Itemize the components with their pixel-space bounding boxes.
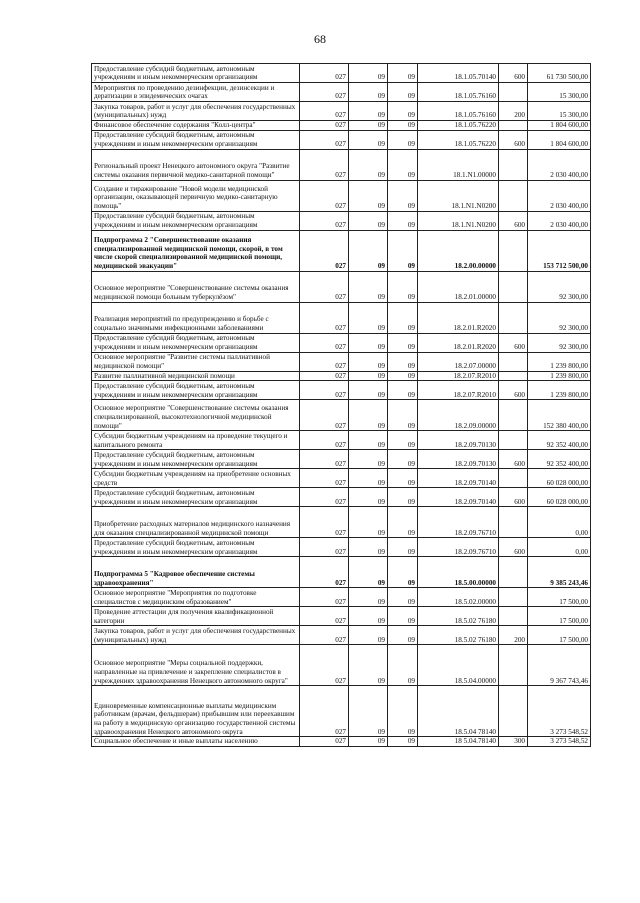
- expense-type-cell: [499, 230, 528, 271]
- expenditure-name-cell: Субсидии бюджетным учреждениям на проведение текущего и капитального ремонта: [92, 431, 300, 450]
- expense-type-cell: [499, 302, 528, 333]
- budget-table: [91, 63, 591, 747]
- amount-cell: 15 300,00: [528, 102, 591, 121]
- target-article-cell: 18.1.05.76220: [418, 130, 499, 149]
- section-code-cell: 09: [349, 507, 388, 538]
- admin-code-cell: 027: [300, 737, 349, 747]
- expense-type-cell: [499, 149, 528, 180]
- amount-cell: 61 730 500,00: [528, 64, 591, 83]
- expense-type-cell: [499, 686, 528, 737]
- admin-code-cell: 027: [300, 352, 349, 371]
- admin-code-cell: 027: [300, 469, 349, 488]
- table-row: [92, 737, 591, 747]
- subsection-code-cell: 09: [388, 645, 418, 686]
- subsection-code-cell: 09: [388, 271, 418, 302]
- expenditure-name-cell: Основное мероприятие "Совершенствование системы оказания специализированной, высокотехнологичной медицинской помощи": [92, 400, 300, 431]
- expenditure-name-cell: Проведение аттестации для получения квалификационной категории: [92, 607, 300, 626]
- subsection-code-cell: 09: [388, 557, 418, 588]
- table-row: [92, 431, 591, 450]
- amount-cell: 15 300,00: [528, 83, 591, 102]
- admin-code-cell: 027: [300, 130, 349, 149]
- amount-cell: 92 300,00: [528, 302, 591, 333]
- expense-type-cell: 300: [499, 737, 528, 747]
- target-article-cell: 18.2.09.76710: [418, 507, 499, 538]
- expenditure-name-cell: Социальное обеспечение и иные выплаты населению: [92, 737, 300, 747]
- target-article-cell: 18.1.N1.N0200: [418, 211, 499, 230]
- expense-type-cell: 600: [499, 211, 528, 230]
- amount-cell: 2 030 400,00: [528, 180, 591, 211]
- subsection-code-cell: 09: [388, 149, 418, 180]
- target-article-cell: 18.5.02.00000: [418, 588, 499, 607]
- section-code-cell: 09: [349, 645, 388, 686]
- subsection-code-cell: 09: [388, 538, 418, 557]
- section-code-cell: 09: [349, 211, 388, 230]
- table-row: [92, 488, 591, 507]
- target-article-cell: 18.1.N1.N0200: [418, 180, 499, 211]
- expenditure-name-cell: Основное мероприятие "Мероприятия по подготовке специалистов с медицинским образованием": [92, 588, 300, 607]
- section-code-cell: 09: [349, 450, 388, 469]
- amount-cell: 2 030 400,00: [528, 149, 591, 180]
- table-row: [92, 557, 591, 588]
- admin-code-cell: 027: [300, 302, 349, 333]
- amount-cell: 9 385 243,46: [528, 557, 591, 588]
- section-code-cell: 09: [349, 302, 388, 333]
- subsection-code-cell: 09: [388, 64, 418, 83]
- section-code-cell: 09: [349, 352, 388, 371]
- section-code-cell: 09: [349, 371, 388, 381]
- amount-cell: 1 804 600,00: [528, 130, 591, 149]
- target-article-cell: 18.2.07.R2010: [418, 381, 499, 400]
- expense-type-cell: [499, 400, 528, 431]
- subsection-code-cell: 09: [388, 469, 418, 488]
- page-number: 68: [314, 32, 326, 46]
- expenditure-name-cell: Единовременные компенсационные выплаты медицинским работникам (врачам, фельдшерам) прибывшим или переехавшим на работу в медицинскую организацию государственной системы здравоохранения Ненецкого автономного округа: [92, 686, 300, 737]
- admin-code-cell: 027: [300, 488, 349, 507]
- expense-type-cell: [499, 271, 528, 302]
- subsection-code-cell: 09: [388, 211, 418, 230]
- expense-type-cell: [499, 557, 528, 588]
- admin-code-cell: 027: [300, 271, 349, 302]
- target-article-cell: 18.2.09.76710: [418, 538, 499, 557]
- subsection-code-cell: 09: [388, 607, 418, 626]
- amount-cell: 3 273 548,52: [528, 737, 591, 747]
- admin-code-cell: 027: [300, 121, 349, 131]
- subsection-code-cell: 09: [388, 626, 418, 645]
- expenditure-name-cell: Закупка товаров, работ и услуг для обеспечения государственных (муниципальных) нужд: [92, 626, 300, 645]
- table-row: [92, 211, 591, 230]
- admin-code-cell: 027: [300, 626, 349, 645]
- subsection-code-cell: 09: [388, 488, 418, 507]
- target-article-cell: 18.2.09.70130: [418, 431, 499, 450]
- target-article-cell: 18.2.07.R2010: [418, 371, 499, 381]
- section-code-cell: 09: [349, 102, 388, 121]
- target-article-cell: 18.5.02 76180: [418, 607, 499, 626]
- expenditure-name-cell: Предоставление субсидий бюджетным, автономным учреждениям и иным некоммерческим организациям: [92, 488, 300, 507]
- subsection-code-cell: 09: [388, 431, 418, 450]
- table-row: [92, 102, 591, 121]
- table-row: [92, 645, 591, 686]
- expenditure-name-cell: Предоставление субсидий бюджетным, автономным учреждениям и иным некоммерческим организациям: [92, 333, 300, 352]
- amount-cell: 17 500,00: [528, 588, 591, 607]
- table-row: [92, 271, 591, 302]
- admin-code-cell: 027: [300, 507, 349, 538]
- expenditure-name-cell: Мероприятия по проведению дезинфекции, дезинсекции и дератизации в эпидемических очагах: [92, 83, 300, 102]
- amount-cell: 1 804 600,00: [528, 121, 591, 131]
- table-row: [92, 626, 591, 645]
- amount-cell: 60 028 000,00: [528, 488, 591, 507]
- expense-type-cell: [499, 431, 528, 450]
- section-code-cell: 09: [349, 400, 388, 431]
- expense-type-cell: 600: [499, 381, 528, 400]
- expenditure-name-cell: Субсидии бюджетным учреждениям на приобретение основных средств: [92, 469, 300, 488]
- expenditure-name-cell: Основное мероприятие "Меры социальной поддержки, направленные на привлечение и закрепление специалистов в учреждениях здравоохранения Ненецкого автономного округа": [92, 645, 300, 686]
- amount-cell: 92 300,00: [528, 333, 591, 352]
- expense-type-cell: 200: [499, 626, 528, 645]
- expenditure-name-cell: Предоставление субсидий бюджетным, автономным учреждениям и иным некоммерческим организациям: [92, 64, 300, 83]
- amount-cell: 152 380 400,00: [528, 400, 591, 431]
- admin-code-cell: 027: [300, 333, 349, 352]
- amount-cell: 17 500,00: [528, 607, 591, 626]
- target-article-cell: 18.1.05.76160: [418, 83, 499, 102]
- section-code-cell: 09: [349, 230, 388, 271]
- section-code-cell: 09: [349, 180, 388, 211]
- section-code-cell: 09: [349, 121, 388, 131]
- section-code-cell: 09: [349, 469, 388, 488]
- table-row: [92, 352, 591, 371]
- admin-code-cell: 027: [300, 371, 349, 381]
- section-code-cell: 09: [349, 626, 388, 645]
- amount-cell: 92 352 400,00: [528, 450, 591, 469]
- table-row: [92, 607, 591, 626]
- table-row: [92, 121, 591, 131]
- target-article-cell: 18.5.04 78140: [418, 686, 499, 737]
- table-row: [92, 538, 591, 557]
- subsection-code-cell: 09: [388, 371, 418, 381]
- admin-code-cell: 027: [300, 149, 349, 180]
- section-code-cell: 09: [349, 83, 388, 102]
- admin-code-cell: 027: [300, 211, 349, 230]
- table-row: [92, 333, 591, 352]
- subsection-code-cell: 09: [388, 400, 418, 431]
- admin-code-cell: 027: [300, 230, 349, 271]
- table-row: [92, 381, 591, 400]
- subsection-code-cell: 09: [388, 450, 418, 469]
- section-code-cell: 09: [349, 381, 388, 400]
- section-code-cell: 09: [349, 538, 388, 557]
- expenditure-name-cell: Предоставление субсидий бюджетным, автономным учреждениям и иным некоммерческим организациям: [92, 211, 300, 230]
- subsection-code-cell: 09: [388, 507, 418, 538]
- table-row: [92, 400, 591, 431]
- expenditure-name-cell: Подпрограмма 2 "Совершенствование оказания специализированной медицинской помощи, скорой, в том числе скорой специализированной медицинской помощи, медицинской эвакуации": [92, 230, 300, 271]
- amount-cell: 0,00: [528, 507, 591, 538]
- admin-code-cell: 027: [300, 381, 349, 400]
- expenditure-name-cell: Предоставление субсидий бюджетным, автономным учреждениям и иным некоммерческим организациям: [92, 450, 300, 469]
- expense-type-cell: [499, 352, 528, 371]
- amount-cell: 60 028 000,00: [528, 469, 591, 488]
- table-row: [92, 588, 591, 607]
- expense-type-cell: [499, 121, 528, 131]
- expense-type-cell: [499, 180, 528, 211]
- amount-cell: 3 273 548,52: [528, 686, 591, 737]
- section-code-cell: 09: [349, 488, 388, 507]
- target-article-cell: 18.2.00.00000: [418, 230, 499, 271]
- target-article-cell: 18.2.01.R2020: [418, 333, 499, 352]
- target-article-cell: 18.1.05.76160: [418, 102, 499, 121]
- amount-cell: 1 239 800,00: [528, 371, 591, 381]
- amount-cell: 0,00: [528, 538, 591, 557]
- expense-type-cell: 600: [499, 130, 528, 149]
- table-row: [92, 686, 591, 737]
- subsection-code-cell: 09: [388, 230, 418, 271]
- section-code-cell: 09: [349, 557, 388, 588]
- expenditure-name-cell: Предоставление субсидий бюджетным, автономным учреждениям и иным некоммерческим организациям: [92, 381, 300, 400]
- expenditure-name-cell: Реализация мероприятий по предупреждению и борьбе с социально значимыми инфекционными заболеваниями: [92, 302, 300, 333]
- admin-code-cell: 027: [300, 400, 349, 431]
- target-article-cell: 18.2.09.00000: [418, 400, 499, 431]
- section-code-cell: 09: [349, 333, 388, 352]
- admin-code-cell: 027: [300, 450, 349, 469]
- expense-type-cell: [499, 507, 528, 538]
- expense-type-cell: 200: [499, 102, 528, 121]
- admin-code-cell: 027: [300, 64, 349, 83]
- target-article-cell: 18.2.01.R2020: [418, 302, 499, 333]
- target-article-cell: 18.2.09.70140: [418, 488, 499, 507]
- admin-code-cell: 027: [300, 607, 349, 626]
- table-row: [92, 371, 591, 381]
- target-article-cell: 18.2.09.70130: [418, 450, 499, 469]
- amount-cell: 153 712 500,00: [528, 230, 591, 271]
- amount-cell: 9 367 743,46: [528, 645, 591, 686]
- amount-cell: 92 352 400,00: [528, 431, 591, 450]
- target-article-cell: 18.5.00.00000: [418, 557, 499, 588]
- admin-code-cell: 027: [300, 686, 349, 737]
- subsection-code-cell: 09: [388, 381, 418, 400]
- table-row: [92, 149, 591, 180]
- table-row: [92, 64, 591, 83]
- section-code-cell: 09: [349, 607, 388, 626]
- expenditure-name-cell: Основное мероприятие "Развитие системы паллиативной медицинской помощи": [92, 352, 300, 371]
- table-row: [92, 83, 591, 102]
- subsection-code-cell: 09: [388, 102, 418, 121]
- subsection-code-cell: 09: [388, 121, 418, 131]
- target-article-cell: 18.2.09.70140: [418, 469, 499, 488]
- table-row: [92, 130, 591, 149]
- expense-type-cell: [499, 469, 528, 488]
- expense-type-cell: 600: [499, 488, 528, 507]
- section-code-cell: 09: [349, 588, 388, 607]
- expense-type-cell: 600: [499, 538, 528, 557]
- subsection-code-cell: 09: [388, 588, 418, 607]
- expenditure-name-cell: Предоставление субсидий бюджетным, автономным учреждениям и иным некоммерческим организациям: [92, 538, 300, 557]
- subsection-code-cell: 09: [388, 737, 418, 747]
- target-article-cell: 18.5.04.00000: [418, 645, 499, 686]
- expenditure-name-cell: Региональный проект Ненецкого автономного округа "Развитие системы оказания первичной медико-санитарной помощи": [92, 149, 300, 180]
- expenditure-name-cell: Приобретение расходных материалов медицинского назначения для оказания специализированной медицинской помощи: [92, 507, 300, 538]
- expense-type-cell: 600: [499, 450, 528, 469]
- table-row: [92, 450, 591, 469]
- expenditure-name-cell: Создание и тиражирование "Новой модели медицинской организации, оказывающей первичную медико-санитарную помощь": [92, 180, 300, 211]
- subsection-code-cell: 09: [388, 83, 418, 102]
- section-code-cell: 09: [349, 271, 388, 302]
- subsection-code-cell: 09: [388, 302, 418, 333]
- expenditure-name-cell: Основное мероприятие "Совершенствование системы оказания медицинской помощи больным туберкулёзом": [92, 271, 300, 302]
- target-article-cell: 18.1.05.70140: [418, 64, 499, 83]
- subsection-code-cell: 09: [388, 333, 418, 352]
- target-article-cell: 18.2.07.00000: [418, 352, 499, 371]
- target-article-cell: 18.5.02 76180: [418, 626, 499, 645]
- amount-cell: 1 239 800,00: [528, 352, 591, 371]
- expense-type-cell: 600: [499, 333, 528, 352]
- expenditure-name-cell: Предоставление субсидий бюджетным, автономным учреждениям и иным некоммерческим организациям: [92, 130, 300, 149]
- table-row: [92, 230, 591, 271]
- expense-type-cell: 600: [499, 64, 528, 83]
- admin-code-cell: 027: [300, 588, 349, 607]
- subsection-code-cell: 09: [388, 686, 418, 737]
- expense-type-cell: [499, 371, 528, 381]
- section-code-cell: 09: [349, 686, 388, 737]
- admin-code-cell: 027: [300, 645, 349, 686]
- table-row: [92, 507, 591, 538]
- expense-type-cell: [499, 588, 528, 607]
- amount-cell: 17 500,00: [528, 626, 591, 645]
- target-article-cell: 18.1.05.76220: [418, 121, 499, 131]
- target-article-cell: 18.2.01.00000: [418, 271, 499, 302]
- subsection-code-cell: 09: [388, 180, 418, 211]
- admin-code-cell: 027: [300, 431, 349, 450]
- expense-type-cell: [499, 607, 528, 626]
- table-body: [92, 64, 591, 747]
- target-article-cell: 18.1.N1.00000: [418, 149, 499, 180]
- amount-cell: 2 030 400,00: [528, 211, 591, 230]
- section-code-cell: 09: [349, 64, 388, 83]
- admin-code-cell: 027: [300, 557, 349, 588]
- admin-code-cell: 027: [300, 83, 349, 102]
- expenditure-name-cell: Финансовое обеспечение содержания "Колл-центра": [92, 121, 300, 131]
- expenditure-name-cell: Развитие паллиативной медицинской помощи: [92, 371, 300, 381]
- expenditure-name-cell: Подпрограмма 5 "Кадровое обеспечение системы здравоохранения": [92, 557, 300, 588]
- section-code-cell: 09: [349, 431, 388, 450]
- table-row: [92, 180, 591, 211]
- section-code-cell: 09: [349, 737, 388, 747]
- expense-type-cell: [499, 645, 528, 686]
- expense-type-cell: [499, 83, 528, 102]
- amount-cell: 1 239 800,00: [528, 381, 591, 400]
- target-article-cell: 18 5.04.78140: [418, 737, 499, 747]
- amount-cell: 92 300,00: [528, 271, 591, 302]
- section-code-cell: 09: [349, 130, 388, 149]
- admin-code-cell: 027: [300, 102, 349, 121]
- table-row: [92, 469, 591, 488]
- admin-code-cell: 027: [300, 538, 349, 557]
- subsection-code-cell: 09: [388, 130, 418, 149]
- subsection-code-cell: 09: [388, 352, 418, 371]
- section-code-cell: 09: [349, 149, 388, 180]
- table-row: [92, 302, 591, 333]
- expenditure-name-cell: Закупка товаров, работ и услуг для обеспечения государственных (муниципальных) нужд: [92, 102, 300, 121]
- admin-code-cell: 027: [300, 180, 349, 211]
